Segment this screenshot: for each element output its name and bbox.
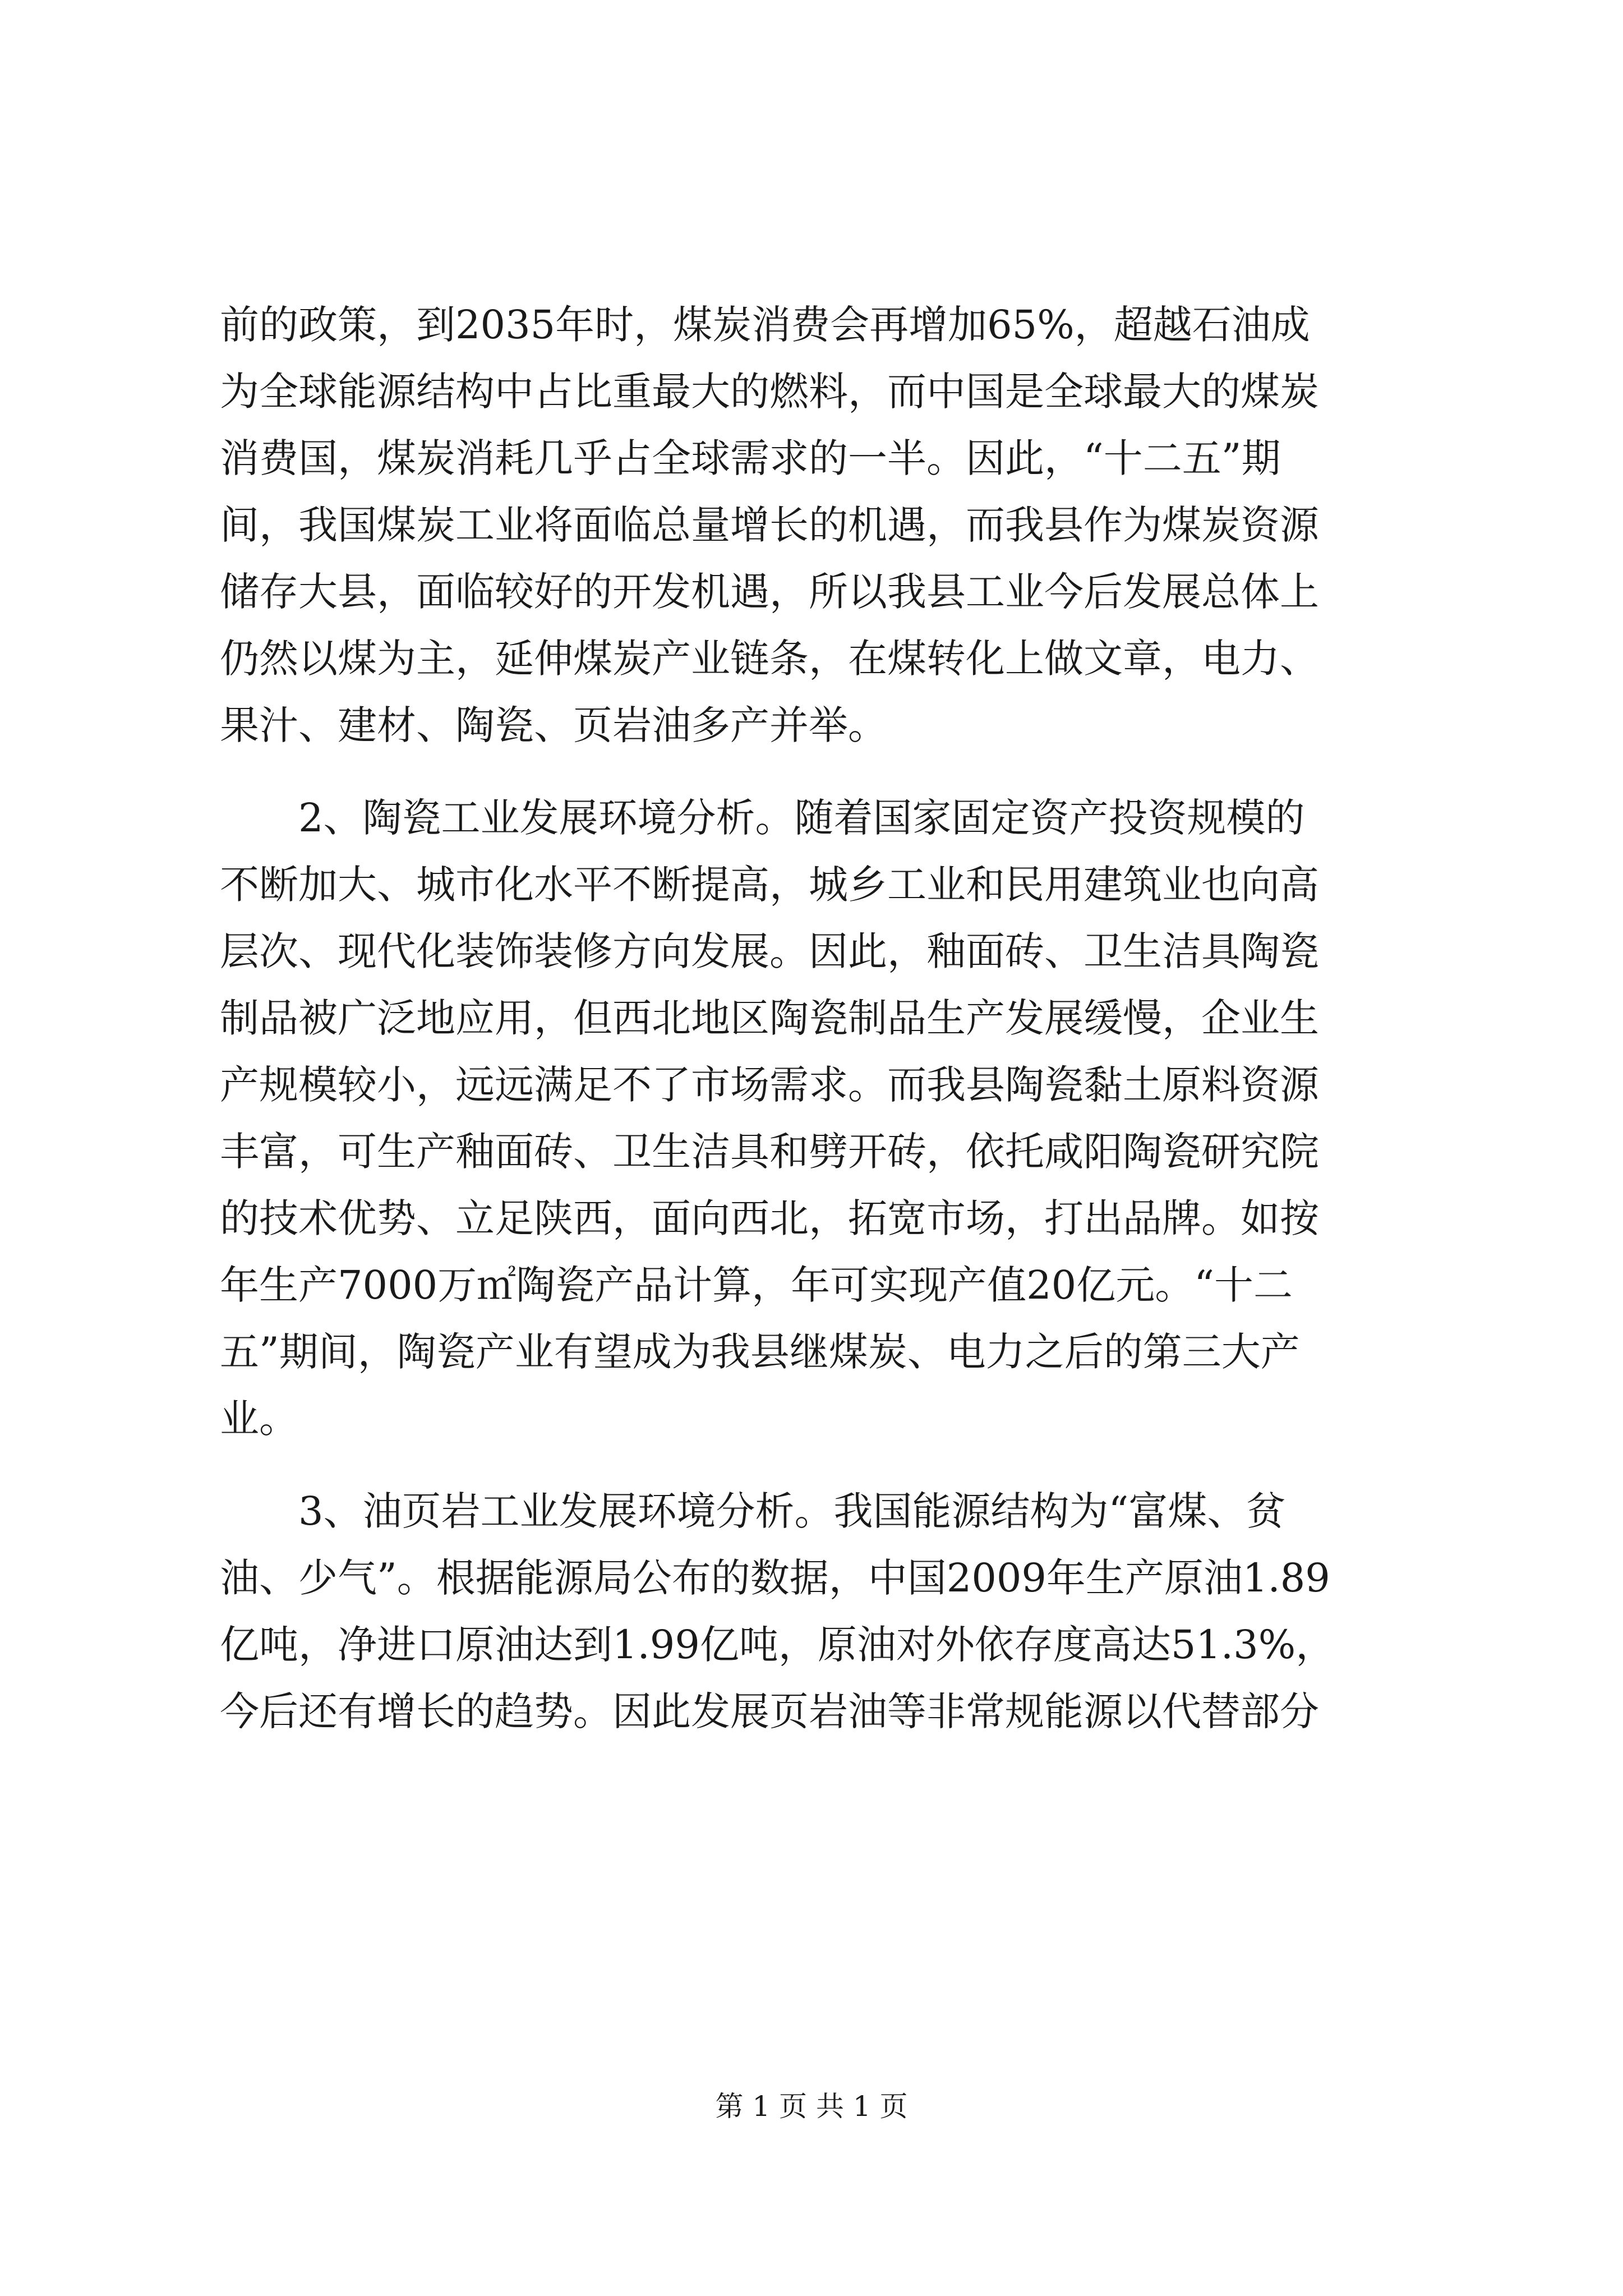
text-line: 业。	[220, 1396, 298, 1442]
text-line: 亿吨，净进口原油达到1.99亿吨，原油对外依存度高达51.3%，	[220, 1622, 1335, 1668]
paragraph	[220, 785, 1431, 1452]
paragraph	[220, 1478, 1431, 1745]
paragraph-gap	[220, 1452, 1431, 1478]
document-body	[220, 292, 1431, 1745]
paragraph-gap	[220, 759, 1431, 785]
text-line: 消费国，煤炭消耗几乎占全球需求的一半。因此，“十二五”期	[220, 435, 1281, 481]
text-line: 为全球能源结构中占比重最大的燃料，而中国是全球最大的煤炭	[220, 369, 1319, 415]
text-line: 的技术优势、立足陕西，面向西北，拓宽市场，打出品牌。如按	[220, 1195, 1319, 1241]
text-line: 2、陶瓷工业发展环境分析。随着国家固定资产投资规模的	[298, 795, 1305, 841]
text-line: 前的政策，到2035年时，煤炭消费会再增加65%，超越石油成	[220, 302, 1310, 348]
text-line: 不断加大、城市化水平不断提高，城乡工业和民用建筑业也向高	[220, 862, 1319, 908]
text-line: 果汁、建材、陶瓷、页岩油多产并举。	[220, 702, 887, 748]
text-line: 五”期间，陶瓷产业有望成为我县继煤炭、电力之后的第三大产	[220, 1329, 1300, 1375]
text-line: 年生产7000万㎡陶瓷产品计算，年可实现产值20亿元。“十二	[220, 1262, 1293, 1308]
text-line: 层次、现代化装饰装修方向发展。因此，釉面砖、卫生洁具陶瓷	[220, 928, 1319, 974]
text-line: 今后还有增长的趋势。因此发展页岩油等非常规能源以代替部分	[220, 1688, 1319, 1734]
text-line: 3、油页岩工业发展环境分析。我国能源结构为“富煤、贫	[298, 1488, 1286, 1534]
text-line: 油、少气”。根据能源局公布的数据，中国2009年生产原油1.89	[220, 1555, 1330, 1601]
text-line: 产规模较小，远远满足不了市场需求。而我县陶瓷黏土原料资源	[220, 1062, 1319, 1108]
text-line: 丰富，可生产釉面砖、卫生洁具和劈开砖，依托咸阳陶瓷研究院	[220, 1129, 1319, 1175]
text-line: 间，我国煤炭工业将面临总量增长的机遇，而我县作为煤炭资源	[220, 502, 1319, 548]
text-line: 仍然以煤为主，延伸煤炭产业链条，在煤转化上做文章，电力、	[220, 636, 1319, 682]
paragraph	[220, 292, 1431, 759]
text-line: 制品被广泛地应用，但西北地区陶瓷制品生产发展缓慢，企业生	[220, 995, 1319, 1041]
text-line: 储存大县，面临较好的开发机遇，所以我县工业今后发展总体上	[220, 569, 1319, 615]
page-footer: 第 1 页 共 1 页	[715, 2090, 908, 2123]
